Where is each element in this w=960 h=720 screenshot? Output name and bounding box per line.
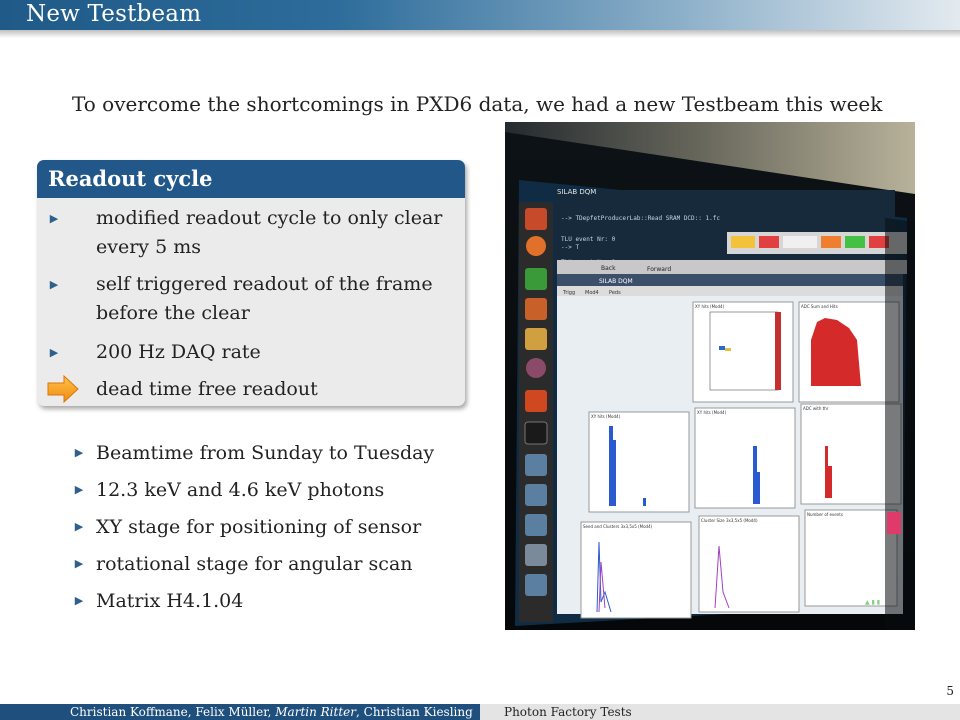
svg-text:ADC with thr: ADC with thr [803,406,829,411]
intro-text: To overcome the shortcomings in PXD6 data, we had a new Testbeam this week [72,92,883,116]
title-shadow [0,30,960,38]
bullet-icon: ▶ [74,483,84,496]
svg-text:SILAB DQM: SILAB DQM [599,278,633,285]
list-item: ▶ Matrix H4.1.04 [72,586,492,616]
list-item: ▶ 12.3 keV and 4.6 keV photons [72,475,492,505]
monitor-photo [505,122,915,630]
bullet-icon: ▶ [74,557,84,570]
svg-text:Number of events: Number of events [807,512,843,517]
page-number: 5 [946,684,954,698]
footer [0,704,960,720]
svg-text:TLU event Nr: 0: TLU event Nr: 0 [561,236,616,243]
readout-cycle-block [37,160,465,406]
block-item: dead time free readout [96,378,318,400]
bullet-icon: ▶ [49,346,59,359]
svg-text:XY hits (Mod4): XY hits (Mod4) [695,304,725,309]
list-item: ▶ Beamtime from Sunday to Tuesday [72,438,492,468]
monitor-photo-drawing [505,122,915,630]
highlight-arrow-icon [47,374,79,404]
svg-text:SILAB DQM: SILAB DQM [557,188,597,196]
title-bar [0,0,960,30]
svg-text:ADC Sum and Hits: ADC Sum and Hits [801,304,838,309]
svg-text:Cluster Size 3x3,5x5 (Mod4): Cluster Size 3x3,5x5 (Mod4) [701,518,758,523]
block-title: Readout cycle [37,160,465,198]
slide-title: New Testbeam [26,1,202,27]
svg-text:Peds: Peds [609,290,621,296]
svg-text:Mod4: Mod4 [585,290,599,296]
list-item: ▶ XY stage for positioning of sensor [72,512,492,542]
svg-text:Back: Back [601,265,616,272]
svg-text:Seed and Clusters 3x3,5x5 (Mod: Seed and Clusters 3x3,5x5 (Mod4) [583,524,653,529]
bullet-icon: ▶ [74,594,84,607]
list-item: ▶ rotational stage for angular scan [72,549,492,579]
bullet-icon: ▶ [74,446,84,459]
svg-text:XY hits (Mod4): XY hits (Mod4) [697,410,727,415]
footer-section: Photon Factory Tests [480,704,960,720]
footer-authors: Christian Koffmane, Felix Müller, Martin Ritter, Christian Kiesling [0,704,480,720]
bullet-icon: ▶ [74,520,84,533]
svg-text:▲ ▮ ▮: ▲ ▮ ▮ [865,599,881,606]
svg-text:XY hits (Mod4): XY hits (Mod4) [591,414,621,419]
bullet-icon: ▶ [49,212,59,225]
block-item: ▶ 200 Hz DAQ rate [37,338,465,367]
block-item: ▶ self triggered readout of the frame before the clear [37,270,465,328]
svg-text:--> T: --> T [561,244,580,251]
block-item: ▶ modified readout cycle to only clear every 5 ms [37,204,465,262]
svg-text:Trigg: Trigg [563,290,576,296]
svg-text:Forward: Forward [647,266,672,273]
svg-text:--> TDepfetProducerLab::Read S: --> TDepfetProducerLab::Read SRAM DCD:: 1.fc [561,215,720,222]
bullet-icon: ▶ [49,278,59,291]
